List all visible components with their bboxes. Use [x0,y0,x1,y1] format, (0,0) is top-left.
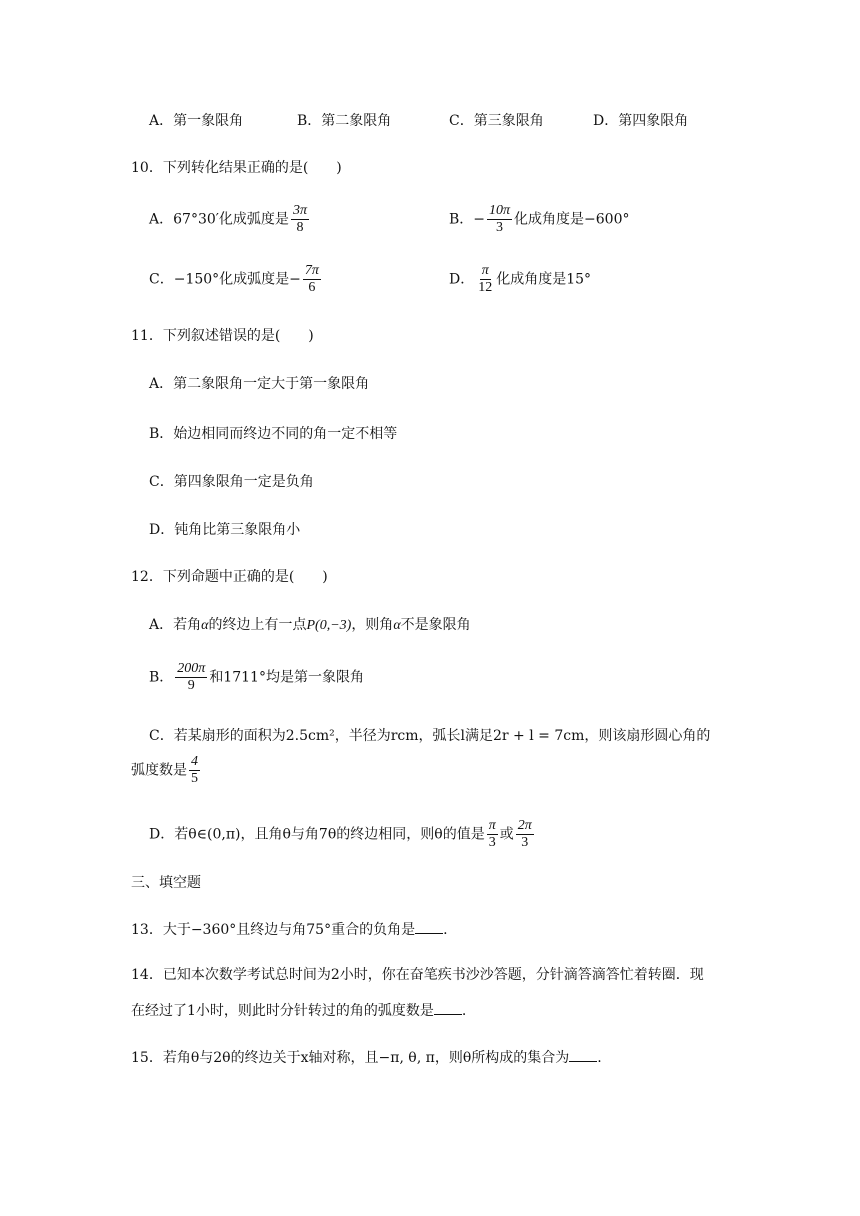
q12-option-c-line1: C．若某扇形的面积为2.5cm²，半径为rcm，弧长l满足2r + l = 7cm，则该扇形圆心角的 [149,728,711,744]
q9-option-d: D．第四象限角 [593,113,689,129]
q12-option-d: D．若θ∈(0,π)，且角θ与角7θ的终边相同，则θ的值是 $\frac{\pi}{3}$ 或 $\frac{2\pi}{3}$ [149,818,532,850]
q10-option-a: A．67°30′化成弧度是 $\frac{3\pi}{8}$ [149,203,307,235]
fraction: $\frac{4}{5}$ [191,754,198,786]
q12-option-a: A．若角α的终边上有一点P(0,−3)，则角α不是象限角 [149,617,471,633]
q9-option-b: B．第二象限角 [297,113,392,129]
answer-blank [434,1000,462,1015]
q12-option-b: B． $\frac{200\pi}{9}$ 和1711°均是第一象限角 [149,661,364,693]
q11-option-c: C．第四象限角一定是负角 [149,474,314,490]
q10-option-b: B．− $\frac{10\pi}{3}$ 化成角度是−600° [449,203,630,235]
fraction: $\frac{7\pi}{6}$ [304,263,319,295]
q10-stem: 10．下列转化结果正确的是( ) [131,160,342,176]
answer-blank [415,919,443,934]
q9-option-c: C．第三象限角 [449,113,544,129]
fraction: $\frac{3\pi}{8}$ [292,203,307,235]
fraction: $\frac{\pi}{12}$ [478,263,493,295]
q11-stem: 11．下列叙述错误的是( ) [131,328,314,344]
q11-option-b: B．始边相同而终边不同的角一定不相等 [149,426,398,442]
q9-option-a: A．第一象限角 [149,113,244,129]
answer-blank [569,1047,597,1062]
fraction: $\frac{\pi}{3}$ [488,818,496,850]
q13: 13．大于−360°且终边与角75°重合的负角是 . [131,919,448,940]
q10-option-d: D． $\frac{\pi}{12}$ 化成角度是15° [449,263,592,295]
q12-option-c-line2: 弧度数是 $\frac{4}{5}$ [131,754,198,786]
q12-stem: 12．下列命题中正确的是( ) [131,569,328,585]
q10-option-c: C．−150°化成弧度是− $\frac{7\pi}{6}$ [149,263,319,295]
q11-option-a: A．第二象限角一定大于第一象限角 [149,376,370,392]
q15: 15．若角θ与2θ的终边关于x轴对称，且−π‚ θ‚ π，则θ所构成的集合为 . [131,1047,602,1068]
fraction: $\frac{10\pi}{3}$ [489,203,511,235]
q14-line1: 14．已知本次数学考试总时间为2小时，你在奋笔疾书沙沙答题，分针滴答滴答忙着转圈．现 [131,967,704,983]
fraction: $\frac{200\pi}{9}$ [177,661,206,693]
section-heading: 三、填空题 [131,875,201,891]
fraction: $\frac{2\pi}{3}$ [517,818,532,850]
q11-option-d: D．钝角比第三象限角小 [149,522,301,538]
q14-line2: 在经过了1小时，则此时分针转过的角的弧度数是 . [131,1000,466,1021]
